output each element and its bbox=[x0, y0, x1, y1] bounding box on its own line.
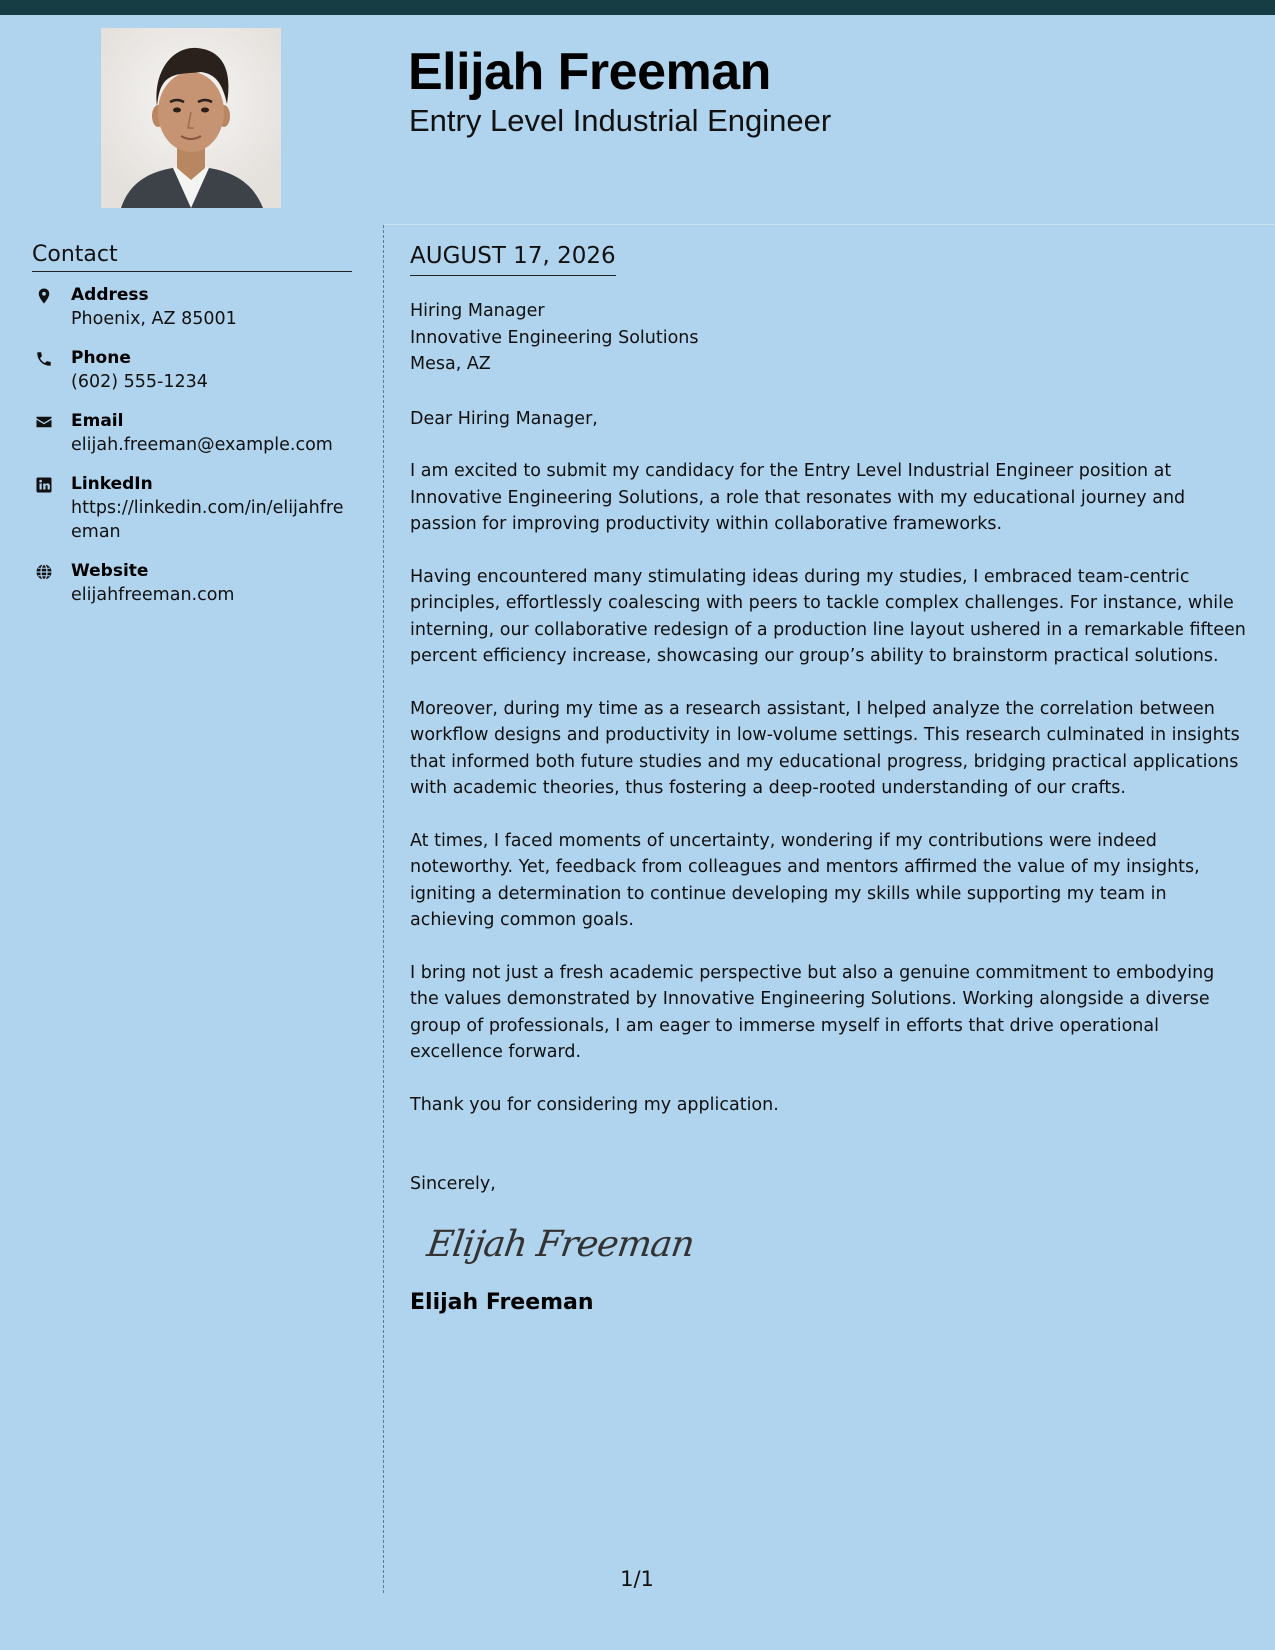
contact-sidebar bbox=[32, 240, 352, 622]
job-title: Entry Level Industrial Engineer bbox=[409, 103, 832, 138]
contact-label: Phone bbox=[71, 348, 131, 368]
address-value: Phoenix, AZ 85001 bbox=[71, 309, 237, 329]
contact-address bbox=[32, 283, 352, 331]
linkedin-link[interactable]: https://linkedin.com/in/elijahfreeman bbox=[71, 498, 344, 542]
envelope-icon bbox=[35, 413, 53, 431]
contact-website bbox=[32, 559, 352, 607]
closing: Sincerely, bbox=[410, 1174, 496, 1194]
website-link[interactable]: elijahfreeman.com bbox=[71, 585, 235, 605]
letter-date: AUGUST 17, 2026 bbox=[410, 240, 616, 276]
contact-label: Address bbox=[71, 285, 149, 305]
linkedin-icon bbox=[35, 476, 53, 494]
letter-paragraph: Moreover, during my time as a research assistant, I helped analyze the correlation between workflow designs and productivity in low-volume settings. This research culminated in insights that informed both future studies and my educational progress, bridging practical applications with academic theories, thus fostering a deep-rooted understanding of our crafts. bbox=[410, 698, 1240, 798]
contact-heading: Contact bbox=[32, 240, 352, 272]
recipient-line: Innovative Engineering Solutions bbox=[410, 327, 699, 348]
recipient-line: Mesa, AZ bbox=[410, 354, 491, 374]
globe-icon bbox=[35, 563, 53, 581]
letter-body bbox=[410, 240, 1248, 1318]
letter-paragraph: Having encountered many stimulating ideas during my studies, I embraced team-centric principles, effortlessly coalescing with peers to tackle complex challenges. For instance, while interning, our collaborative redesign of a production line layout ushered in a remarkable fifteen percent efficiency increase, showcasing our group’s ability to brainstorm practical solutions. bbox=[410, 566, 1246, 666]
svg-text:Elijah Freeman: Elijah Freeman bbox=[424, 1221, 697, 1265]
profile-photo bbox=[101, 28, 281, 208]
contact-list bbox=[32, 283, 352, 607]
map-pin-icon bbox=[35, 287, 53, 305]
recipient-block bbox=[410, 298, 1248, 378]
contact-label: LinkedIn bbox=[71, 474, 153, 494]
letter-paragraph: Thank you for considering my application. bbox=[410, 1094, 779, 1115]
email-link[interactable]: elijah.freeman@example.com bbox=[71, 435, 333, 455]
page-number: 1/1 bbox=[620, 1567, 654, 1591]
phone-icon bbox=[35, 350, 53, 368]
contact-email bbox=[32, 409, 352, 457]
contact-linkedin bbox=[32, 472, 352, 544]
candidate-name: Elijah Freeman bbox=[408, 43, 771, 101]
salutation: Dear Hiring Manager, bbox=[410, 408, 598, 429]
phone-value: (602) 555-1234 bbox=[71, 372, 208, 392]
handwritten-signature bbox=[424, 1212, 1248, 1274]
letter-paragraph: I bring not just a fresh academic perspective but also a genuine commitment to embodying the values demonstrated by Innovative Engineering Solutions. Working alongside a diverse group of professionals, I am eager to immerse myself in efforts that drive operational excellence forward. bbox=[410, 962, 1215, 1062]
recipient-line: Hiring Manager bbox=[410, 301, 545, 321]
header-divider bbox=[384, 224, 1275, 225]
top-accent-bar bbox=[0, 0, 1275, 15]
contact-phone bbox=[32, 346, 352, 394]
column-divider bbox=[383, 225, 384, 1593]
contact-label: Email bbox=[71, 411, 124, 431]
contact-label: Website bbox=[71, 561, 149, 581]
letter-paragraph: I am excited to submit my candidacy for the Entry Level Industrial Engineer position at Innovative Engineering Solutions, a role that resonates with my educational journey and passion for improving productivity within collaborative frameworks. bbox=[410, 461, 1186, 534]
signer-name: Elijah Freeman bbox=[410, 1289, 594, 1315]
letter-paragraph: At times, I faced moments of uncertainty, wondering if my contributions were indeed noteworthy. Yet, feedback from colleagues and mentors affirmed the value of my insights, igniting a determination to continue developing my skills while supporting my team in achieving common goals. bbox=[410, 830, 1200, 930]
